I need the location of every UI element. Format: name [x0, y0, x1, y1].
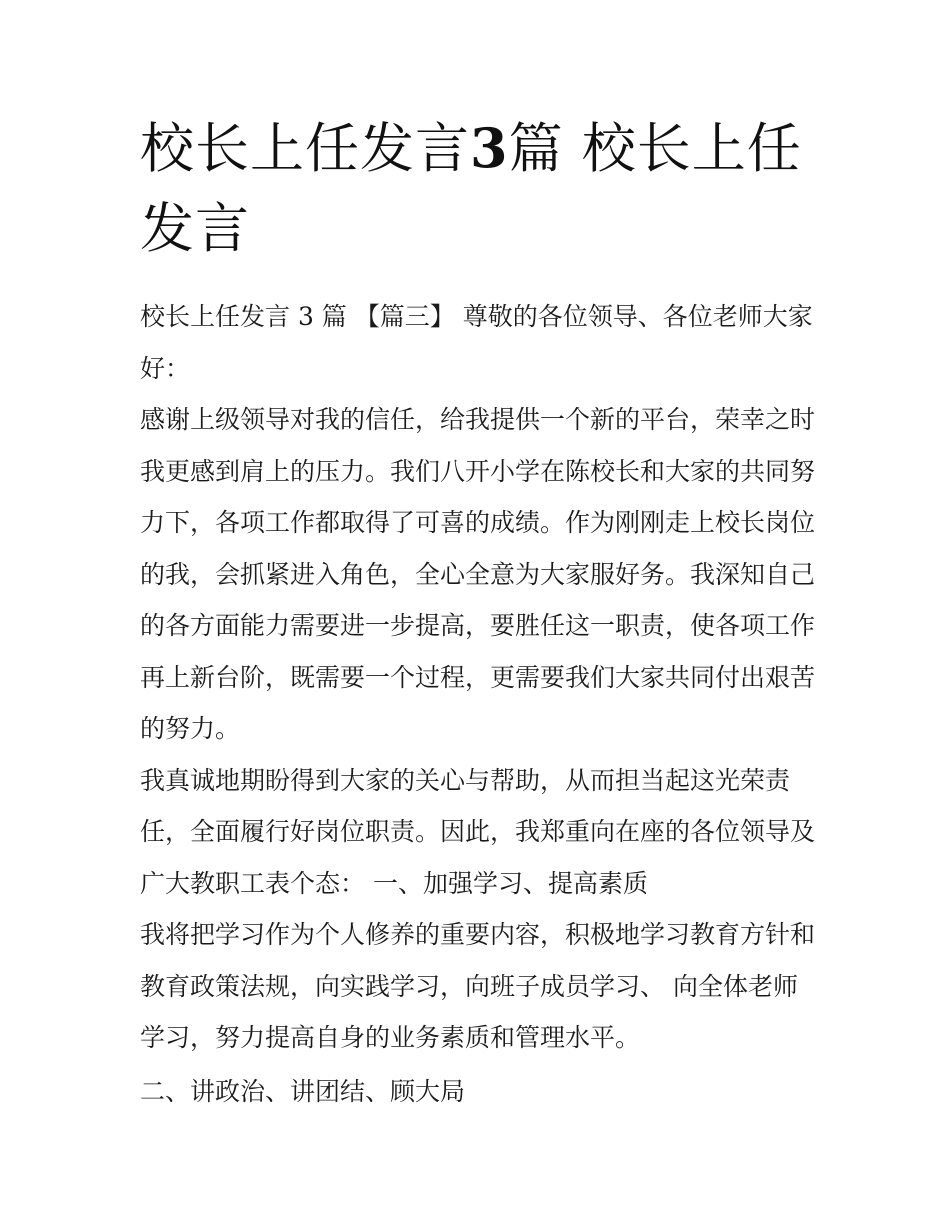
paragraph-heading-two: 二、讲政治、讲团结、顾大局: [140, 1076, 466, 1106]
title-text-part1: 校长上任发言: [140, 117, 470, 180]
paragraph-pledge: 我真诚地期盼得到大家的关心与帮助，从而担当起这光荣责任，全面履行好岗位职责。因此，我郑重向在座的各位领导及广大教职工表个态： 一、加强学习、提高素质: [140, 765, 816, 898]
title-number: 3: [470, 116, 509, 180]
paragraph-study: 我将把学习作为个人修养的重要内容，积极地学习教育方针和教育政策法规，向实践学习，向班子成员学习、 向全体老师学习，努力提高自身的业务素质和管理水平。: [140, 920, 816, 1052]
document-page: [140, 108, 816, 1117]
title-text-part2: 篇 校长上任发言: [140, 117, 802, 260]
paragraph-greeting: 校长上任发言 3 篇 【篇三】 尊敬的各位领导、各位老师大家好：: [140, 302, 813, 383]
paragraph-thanks: 感谢上级领导对我的信任，给我提供一个新的平台，荣幸之时我更感到肩上的压力。我们八开小学在陈校长和大家的共同努力下，各项工作都取得了可喜的成绩。作为刚刚走上校长岗位的我，会抓紧进入角色，全心全意为大家服好务。我深知自己的各方面能力需要进一步提高，要胜任这一职责，使各项工作再上新台阶，既需要一个过程，更需要我们大家共同付出艰苦的努力。: [140, 405, 816, 743]
document-title: [140, 108, 816, 269]
